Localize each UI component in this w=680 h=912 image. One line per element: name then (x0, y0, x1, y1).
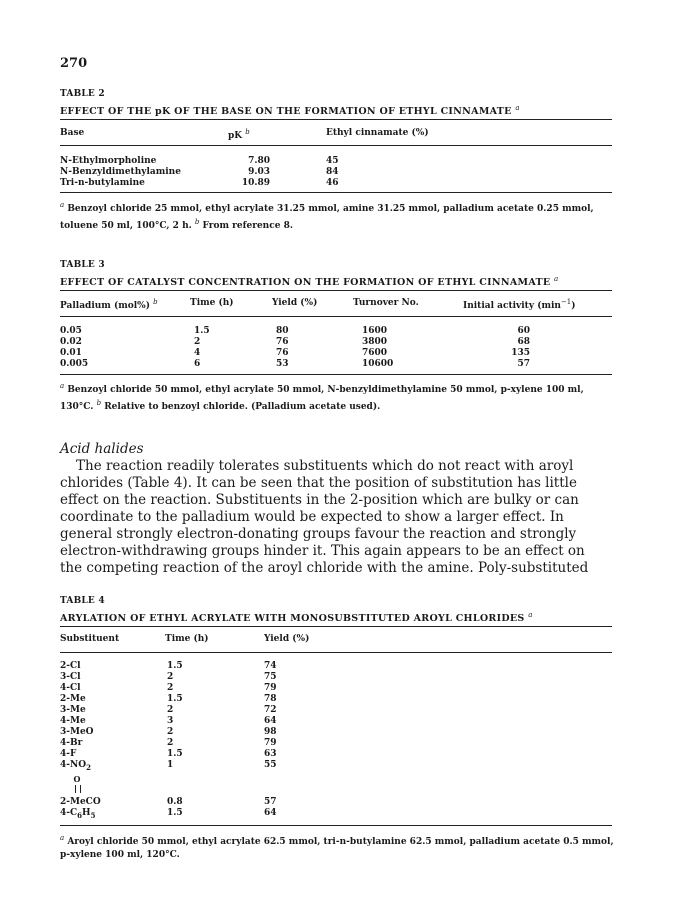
table4-header-substituent: Substituent (60, 634, 120, 644)
table4-cell-time: 1.5 (167, 808, 183, 818)
table2-header-base: Base (60, 128, 85, 138)
table4-cell-time: 2 (167, 672, 174, 682)
table4-substituent-subscript: 5 (90, 810, 96, 820)
table4-title-footnote-mark: a (528, 611, 533, 619)
table4-cell-yield: 79 (264, 738, 277, 748)
table3-bottom-rule (60, 374, 612, 375)
table3-activity-column (506, 326, 530, 370)
table4-cell-substituent: 4-Me (60, 716, 86, 726)
carbonyl-double-bond-icon (75, 785, 81, 793)
table3-turnover-column (362, 326, 393, 370)
table4-cell-yield: 72 (264, 705, 277, 715)
paragraph-line: effect on the reaction. Substituents in the 2-position which are bulky or can (60, 492, 579, 508)
paragraph-line: electron-withdrawing groups hinder it. This again appears to be an effect on (60, 543, 585, 559)
table3-header-turnover: Turnover No. (353, 298, 419, 308)
table4-cell-substituent: 4-Br (60, 738, 83, 748)
table3-header-activity-text: Initial activity (min (463, 301, 561, 311)
table4-cell-yield: 74 (264, 661, 277, 671)
table4-bottom-rule (60, 825, 612, 826)
table3-cell-yield: 80 (276, 326, 289, 336)
paragraph-line: coordinate to the palladium would be expected to show a larger effect. In (60, 509, 564, 525)
table3-header-yield: Yield (%) (272, 298, 318, 308)
table4-label: TABLE 4 (60, 596, 105, 606)
table3-title (60, 275, 558, 288)
table4-cell-time: 1 (167, 760, 174, 770)
table4-cell-yield: 57 (264, 797, 277, 807)
table4-footnote-mark-a: a (60, 834, 65, 842)
table2-label: TABLE 2 (60, 89, 105, 99)
table2-cell-pk: 9.03 (248, 167, 270, 177)
table4-substituent-text: H (82, 808, 91, 818)
table4-cell-substituent: 2-MeCO (60, 797, 101, 807)
table2-cell-pk: 7.80 (248, 156, 270, 166)
table3-cell-palladium: 0.02 (60, 337, 82, 347)
table2-title-text: EFFECT OF THE pK OF THE BASE ON THE FORMATION OF ETHYL CINNAMATE (60, 106, 512, 118)
table2-base-column (60, 156, 181, 189)
table3-cell-turnover: 7600 (362, 348, 388, 358)
table3-footnote (60, 380, 616, 414)
table3-footnote-mark-b: b (96, 399, 102, 407)
table4-substituent-column (60, 661, 94, 773)
table3-title-text: EFFECT OF CATALYST CONCENTRATION ON THE FORMATION OF ETHYL CINNAMATE (60, 277, 551, 289)
table3-footnote-b: Relative to benzoyl chloride. (Palladium acetate used). (104, 402, 381, 412)
table3-header-palladium-mark: b (153, 298, 158, 306)
table4-time-column (167, 661, 183, 771)
section-heading: Acid halides (60, 441, 144, 457)
table2-pk-column (236, 156, 270, 189)
table3-cell-time: 4 (194, 348, 201, 358)
table2-top-rule (60, 119, 612, 120)
table2-cell-yield: 45 (326, 156, 339, 166)
table3-cell-activity: 68 (517, 337, 530, 347)
table2-header-pk-mark: b (245, 128, 250, 136)
table4-cell-yield: 63 (264, 749, 277, 759)
table4-cell-time: 2 (167, 683, 174, 693)
table4-cell-substituent (60, 808, 101, 821)
table2-header-yield: Ethyl cinnamate (%) (326, 128, 429, 138)
table3-cell-palladium: 0.005 (60, 359, 89, 369)
table3-header-activity-exponent: −1 (560, 298, 572, 306)
table4-substituent-subscript: 6 (77, 810, 83, 820)
table2-title (60, 104, 520, 117)
table3-cell-activity: 60 (517, 326, 530, 336)
carbonyl-oxygen-label: O (73, 774, 81, 784)
table4-cell-substituent: 3-MeO (60, 727, 94, 737)
paragraph-line: chlorides (Table 4). It can be seen that the position of substitution has little (60, 475, 577, 491)
table3-header-palladium (60, 298, 158, 311)
table4-yield-column-lower (264, 797, 277, 819)
table3-cell-turnover: 10600 (362, 359, 394, 369)
table4-substituent-text: 4-C (60, 808, 78, 818)
table3-header-time: Time (h) (190, 298, 234, 308)
table4-time-column-lower (167, 797, 183, 819)
paragraph-line: The reaction readily tolerates substituents which do not react with aroyl (76, 458, 574, 474)
table3-cell-activity: 57 (517, 359, 530, 369)
table2-cell-pk: 10.89 (241, 178, 270, 188)
table3-cell-yield: 76 (276, 337, 289, 347)
table3-title-footnote-mark: a (554, 275, 559, 283)
table4-yield-column (264, 661, 277, 771)
table4-cell-time: 3 (167, 716, 174, 726)
table2-footnote-a: Benzoyl chloride 25 mmol, ethyl acrylate 31.25 mmol, amine 31.25 mmol, palladium acetate 0.25 mmol, toluene 50 ml, 100°C, 2 h. (60, 204, 594, 231)
table3-footnote-a: Benzoyl chloride 50 mmol, ethyl acrylate 50 mmol, N-benzyldimethylamine 50 mmol, p-xylene 100 ml, 130°C. (60, 385, 584, 412)
table3-cell-palladium: 0.01 (60, 348, 82, 358)
table3-top-rule (60, 290, 612, 291)
table3-header-rule (60, 316, 612, 317)
table4-header-time: Time (h) (165, 634, 209, 644)
table3-palladium-column (60, 326, 88, 370)
table4-cell-yield: 98 (264, 727, 277, 737)
table4-top-rule (60, 626, 612, 627)
paragraph-line: the competing reaction of the aroyl chloride with the amine. Poly-substituted (60, 560, 589, 576)
table3-footnote-mark-a: a (60, 382, 65, 390)
table2-footnote (60, 199, 612, 233)
table3-time-column (194, 326, 210, 370)
page-number: 270 (60, 56, 88, 71)
table3-label: TABLE 3 (60, 260, 105, 270)
table4-cell-time: 1.5 (167, 749, 183, 759)
table2-cell-yield: 84 (326, 167, 339, 177)
table4-cell-yield: 78 (264, 694, 277, 704)
table4-cell-substituent: 3-Me (60, 705, 86, 715)
table4-header-rule (60, 652, 612, 653)
table4-substituent-subscript: 2 (86, 762, 91, 772)
table4-cell-substituent: 4-F (60, 749, 77, 759)
table4-cell-substituent: 2-Me (60, 694, 86, 704)
table2-header-rule (60, 145, 612, 146)
table2-header-pk-text: pK (228, 131, 243, 141)
table2-footnote-mark-a: a (60, 201, 65, 209)
table3-cell-yield: 76 (276, 348, 289, 358)
table3-header-activity-close: ) (571, 301, 576, 311)
table4-title-text: ARYLATION OF ETHYL ACRYLATE WITH MONOSUBSTITUTED AROYL CHLORIDES (60, 613, 525, 625)
table4-substituent-column-lower (60, 797, 101, 821)
table3-cell-yield: 53 (276, 359, 289, 369)
table4-footnote (60, 832, 616, 862)
table3-cell-turnover: 1600 (362, 326, 388, 336)
table4-header-yield: Yield (%) (264, 634, 310, 644)
table2-yield-column (326, 156, 339, 189)
table3-header-palladium-text: Palladium (mol%) (60, 301, 150, 311)
table4-substituent-text: 4-NO (60, 760, 87, 770)
table4-cell-time: 2 (167, 727, 174, 737)
table2-cell-base: N-Benzyldimethylamine (60, 167, 181, 177)
table4-cell-yield: 64 (264, 716, 277, 726)
table2-title-footnote-mark: a (515, 104, 520, 112)
table3-cell-time: 6 (194, 359, 201, 369)
table4-cell-substituent: 3-Cl (60, 672, 81, 682)
table3-cell-activity: 135 (511, 348, 530, 358)
table2-footnote-b: From reference 8. (202, 221, 293, 231)
table4-cell-substituent (60, 760, 94, 773)
table4-cell-substituent: 2-Cl (60, 661, 81, 671)
table4-cell-yield: 55 (264, 760, 277, 770)
table2-cell-base: Tri-n-butylamine (60, 178, 145, 188)
table4-cell-substituent: 4-Cl (60, 683, 81, 693)
table4-cell-yield: 79 (264, 683, 277, 693)
table4-cell-time: 0.8 (167, 797, 183, 807)
section-paragraph (60, 458, 620, 577)
paragraph-line: general strongly electron-donating groups favour the reaction and strongly (60, 526, 577, 542)
table4-cell-time: 2 (167, 705, 174, 715)
table4-footnote-a: Aroyl chloride 50 mmol, ethyl acrylate 62.5 mmol, tri-n-butylamine 62.5 mmol, palladium acetate 0.5 mmol, p-xylene 100 ml, 120°C. (60, 837, 614, 860)
table4-cell-yield: 64 (264, 808, 277, 818)
table2-header-pk (228, 128, 250, 141)
table4-cell-yield: 75 (264, 672, 277, 682)
table2-cell-base: N-Ethylmorpholine (60, 156, 157, 166)
table2-footnote-mark-b: b (194, 218, 200, 226)
table2-bottom-rule (60, 192, 612, 193)
table4-cell-time: 2 (167, 738, 174, 748)
table3-cell-time: 2 (194, 337, 201, 347)
table3-cell-time: 1.5 (194, 326, 210, 336)
table4-title (60, 611, 533, 624)
table3-yield-column (276, 326, 289, 370)
table4-cell-time: 1.5 (167, 661, 183, 671)
table4-cell-time: 1.5 (167, 694, 183, 704)
table3-header-activity (463, 298, 576, 311)
table2-cell-yield: 46 (326, 178, 339, 188)
table3-cell-turnover: 3800 (362, 337, 388, 347)
table3-cell-palladium: 0.05 (60, 326, 82, 336)
